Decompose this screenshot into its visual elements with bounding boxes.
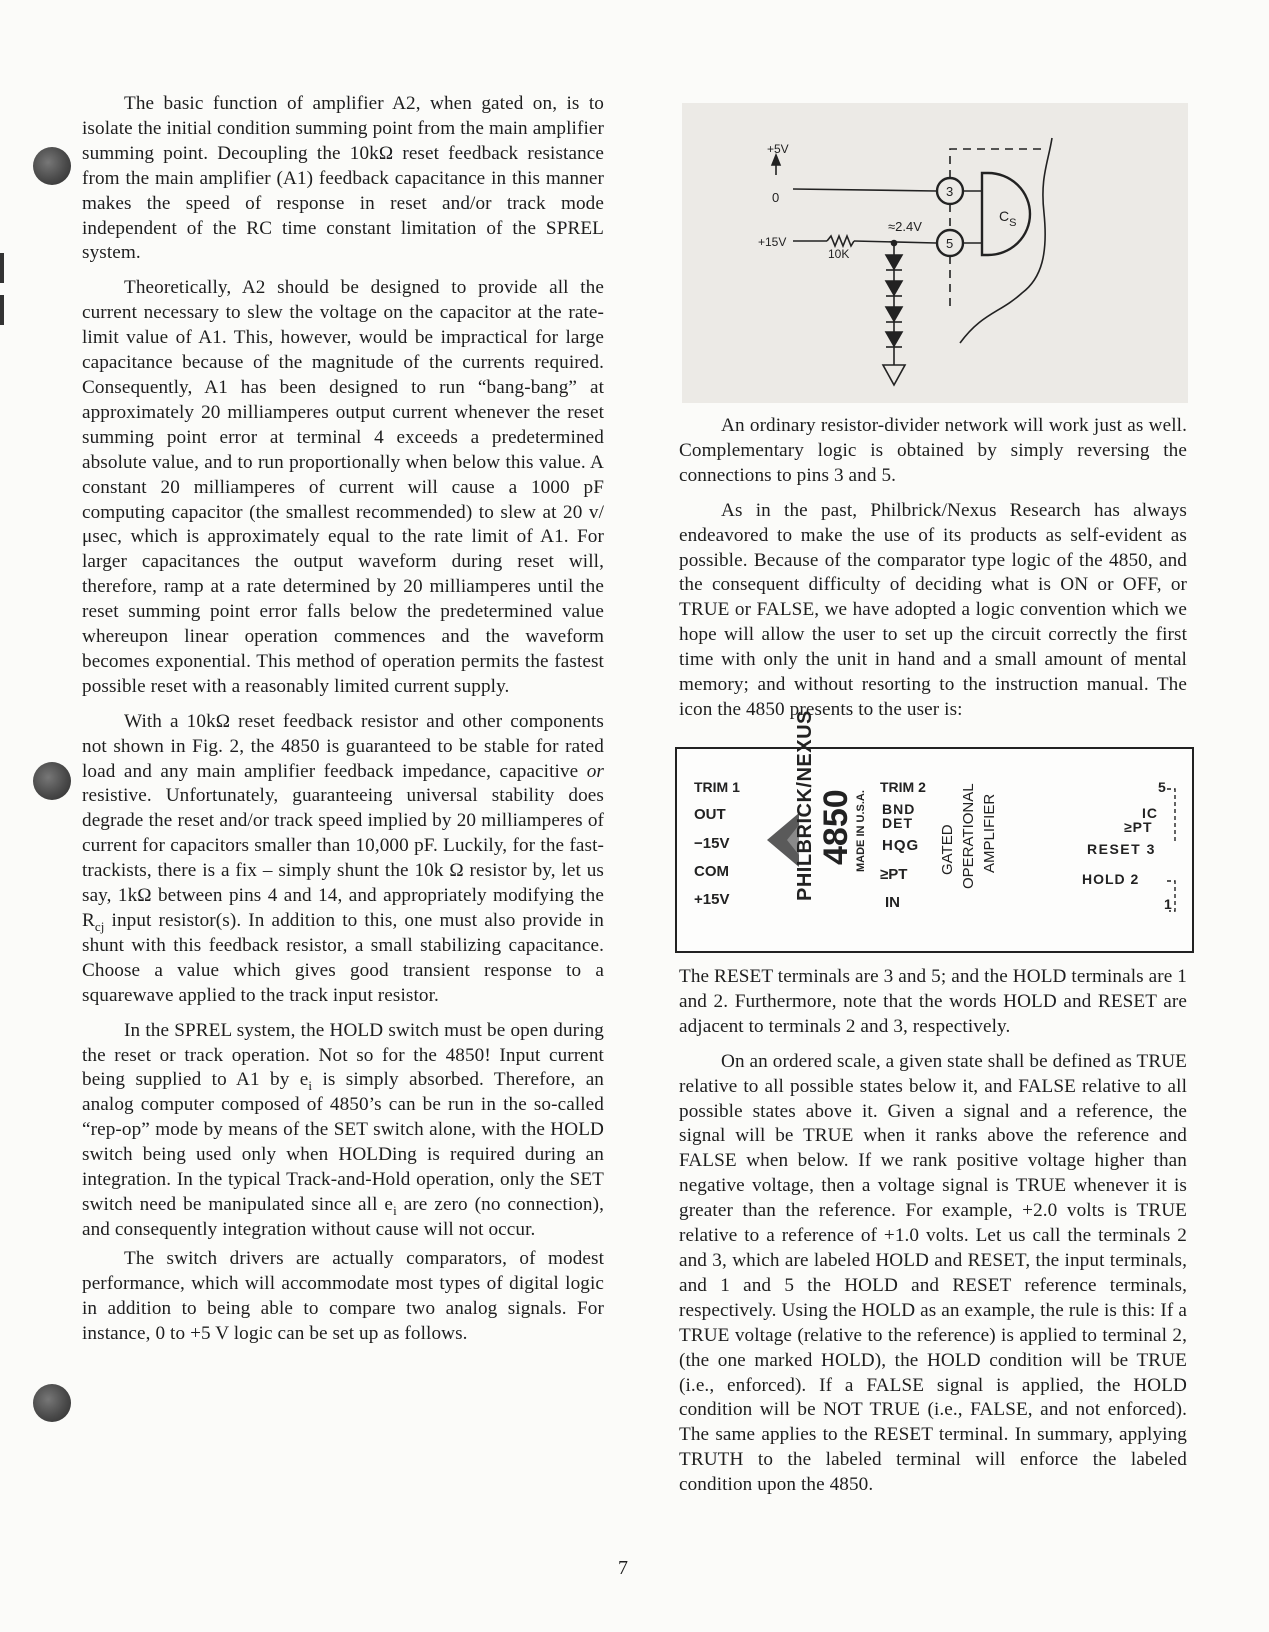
paragraph: Theoretically, A2 should be designed to provide all the current necessary to slew the voltage on the capacitor at the rate-limit value of A1. This, however, would be impractical for large capacitance because of the magnitude of the currents required. Consequently, A1 has been designed to run “bang-bang” at approximately 20 milliamperes output current whenever the reset summing point error at terminal 4 exceeds a predetermined absolute value, and to run proportionally when below this value. A constant 20 milliamperes of current will cause a 1000 pF computing capacitor (the smallest recommended) to slew at 20 v/μsec, which is approximately equal to the rate limit of A1. For larger capacitances the output waveform during reset will, therefore, ramp at a rate determined by 20 milliamperes until the reset summing point error falls below the predetermined value whereupon linear operation commences and the waveform becomes exponential. This method of operation permits the fastest possible reset with a reasonably limited current supply. — [82, 277, 604, 697]
scan-edge-mark — [0, 295, 4, 325]
reset-label: RESET 3 — [1087, 841, 1156, 857]
label-plus15v: +15V — [758, 235, 787, 249]
pin-label: OUT — [694, 806, 726, 823]
pin-label: TRIM 1 — [694, 779, 740, 795]
pin-label: COM — [694, 863, 729, 880]
pin-label: TRIM 2 — [880, 779, 926, 795]
circuit-diagram-svg — [682, 103, 1188, 403]
pin-label: ≥PT — [880, 866, 908, 883]
made-in-label: MADE IN U.S.A. — [855, 790, 867, 872]
pin-label: BND — [882, 801, 916, 817]
pin-label: DET — [882, 815, 913, 831]
paragraph: An ordinary resistor-divider network will work just as well. Complementary logic is obtained by simply reversing the connections to pins 3 and 5. — [679, 415, 1187, 486]
right-column-lower — [679, 965, 1187, 1498]
junction-node — [892, 241, 897, 246]
pin-label: 5 — [1158, 779, 1166, 795]
hold-label: HOLD 2 — [1082, 871, 1140, 887]
left-column — [82, 92, 604, 1346]
pin-label: 1 — [1164, 896, 1172, 912]
binder-hole-bottom — [33, 1384, 71, 1422]
paragraph: On an ordered scale, a given state shall be defined as TRUE relative to all possible states below it, and FALSE relative to all possible states above it. Given a signal and a reference, the signal will be TRUE when it ranks above the reference and FALSE when below. If we rank positive voltage higher than negative voltage, then a voltage signal is TRUE whenever it is greater than the reference. For example, +2.0 volts is TRUE relative to a reference of +1.0 volts. Let us call the terminals 2 and 3, which are labeled HOLD and RESET, the input terminals, and 1 and 5 the HOLD and RESET reference terminals, respectively. Using the HOLD as an example, the rule is this: If a TRUE voltage (relative to the reference) is applied to terminal 2, (the one marked HOLD), the HOLD condition will be TRUE (i.e., enforced). If a FALSE signal is applied, the HOLD condition will be NOT TRUE (i.e., FALSE, and not enforced). The same applies to the RESET terminal. In summary, applying TRUTH to the labeled terminal will enforce the labeled condition upon the 4850. — [679, 1050, 1187, 1496]
pin-label: IN — [885, 894, 900, 911]
label-resistor: 10K — [828, 247, 850, 261]
pin-label: IC — [1142, 805, 1158, 821]
title-line: GATED — [939, 824, 956, 875]
pin-label: −15V — [694, 835, 730, 852]
page-number: 7 — [618, 1557, 628, 1579]
model-number: 4850 — [817, 789, 855, 865]
scan-edge-mark — [0, 253, 4, 283]
paragraph: The basic function of amplifier A2, when gated on, is to isolate the initial condition summing point from the main amplifier summing point. Decoupling the 10kΩ reset feedback resistance from the main amplifier (A1) feedback capacitance in this manner makes the speed of response in reset and/or track mode independent of the RC time constant limitation of the SPREL system. — [82, 93, 604, 264]
arrow-head-icon — [772, 155, 780, 165]
device-icon-panel — [675, 710, 1194, 953]
pin-bracket-lines — [1167, 783, 1181, 923]
label-plus5v: +5V — [767, 142, 789, 156]
binder-hole-middle — [33, 762, 71, 800]
label-node-voltage: ≈2.4V — [888, 219, 922, 234]
paragraph: As in the past, Philbrick/Nexus Research has always endeavored to make the use of its products as self-evident as possible. Because of the comparator type logic of the 4850, and the consequent difficulty of deciding what is ON or OFF, or TRUE or FALSE, we have adopted a logic convention which we hope will allow the user to set up the circuit correctly the first time with only the unit in hand and a small amount of mental memory; and without resorting to the instruction manual. The icon the 4850 presents to the user is: — [679, 499, 1187, 720]
paragraph: The RESET terminals are 3 and 5; and the HOLD terminals are 1 and 2. Furthermore, note that the words HOLD and RESET are adjacent to terminals 2 and 3, respectively. — [679, 966, 1187, 1037]
pin-label: +15V — [694, 891, 730, 908]
ground-symbol-icon — [883, 365, 905, 385]
title-line: AMPLIFIER — [981, 793, 998, 873]
paragraph: With a 10kΩ reset feedback resistor and other components not shown in Fig. 2, the 4850 is guaranteed to be stable for rated load and any main amplifier feedback impedance, capacitive or resistive. Unfortunately, guaranteeing universal stability does degrade the reset and/or track speed implied by 20 milliamperes of current for capacitors smaller than 10,000 pF. Luckily, for the fast-trackists, there is a fix – simply shunt the 10k Ω resistor by, let us say, 1kΩ between pins 4 and 14, and appropriately modifying the $R_{cj}$ input resistor(s). In addition to this, one must also provide in shunt with this feedback resistor, a small stabilizing capacitance. Choose a value which gives good transient response to a squarewave applied to the track input resistor. — [82, 710, 604, 1006]
circuit-diagram — [682, 103, 1188, 403]
paragraph: The switch drivers are actually comparators, of modest performance, which will accommodate most types of digital logic in addition to being able to compare two analog signals. For instance, 0 to +5 V logic can be set up as follows. — [82, 1247, 604, 1344]
label-pin-5: 5 — [946, 236, 954, 251]
pin-label: ≥PT — [1124, 819, 1153, 835]
break-line — [960, 138, 1052, 343]
wire-to-pin-3 — [793, 189, 936, 191]
binder-hole-top — [33, 147, 71, 185]
label-zero: 0 — [772, 190, 780, 205]
brand-name: PHILBRICK/NEXUS — [794, 710, 816, 901]
label-pin-3: 3 — [946, 184, 954, 199]
resistor-10k — [827, 236, 854, 246]
paragraph: In the SPREL system, the HOLD switch must be open during the reset or track operation. Not so for the 4850! Input current being supplied to A1 by $e_i$ is simply absorbed. Therefore, an analog computer composed of 4850’s can be run in the so-called “rep-op” mode by means of the SET switch alone, with the HOLD switch being used only when HOLDing is required during an integration. In the typical Track-and-Hold operation, only the SET switch need be manipulated since all $e_i$ are zero (no connection), and consequently integration without cause will not occur. — [82, 1019, 605, 1240]
pin-label: HQG — [882, 837, 920, 854]
label-cap: $C_S$ — [999, 208, 1017, 229]
title-line: OPERATIONAL — [960, 783, 977, 889]
right-column-upper — [679, 414, 1187, 723]
